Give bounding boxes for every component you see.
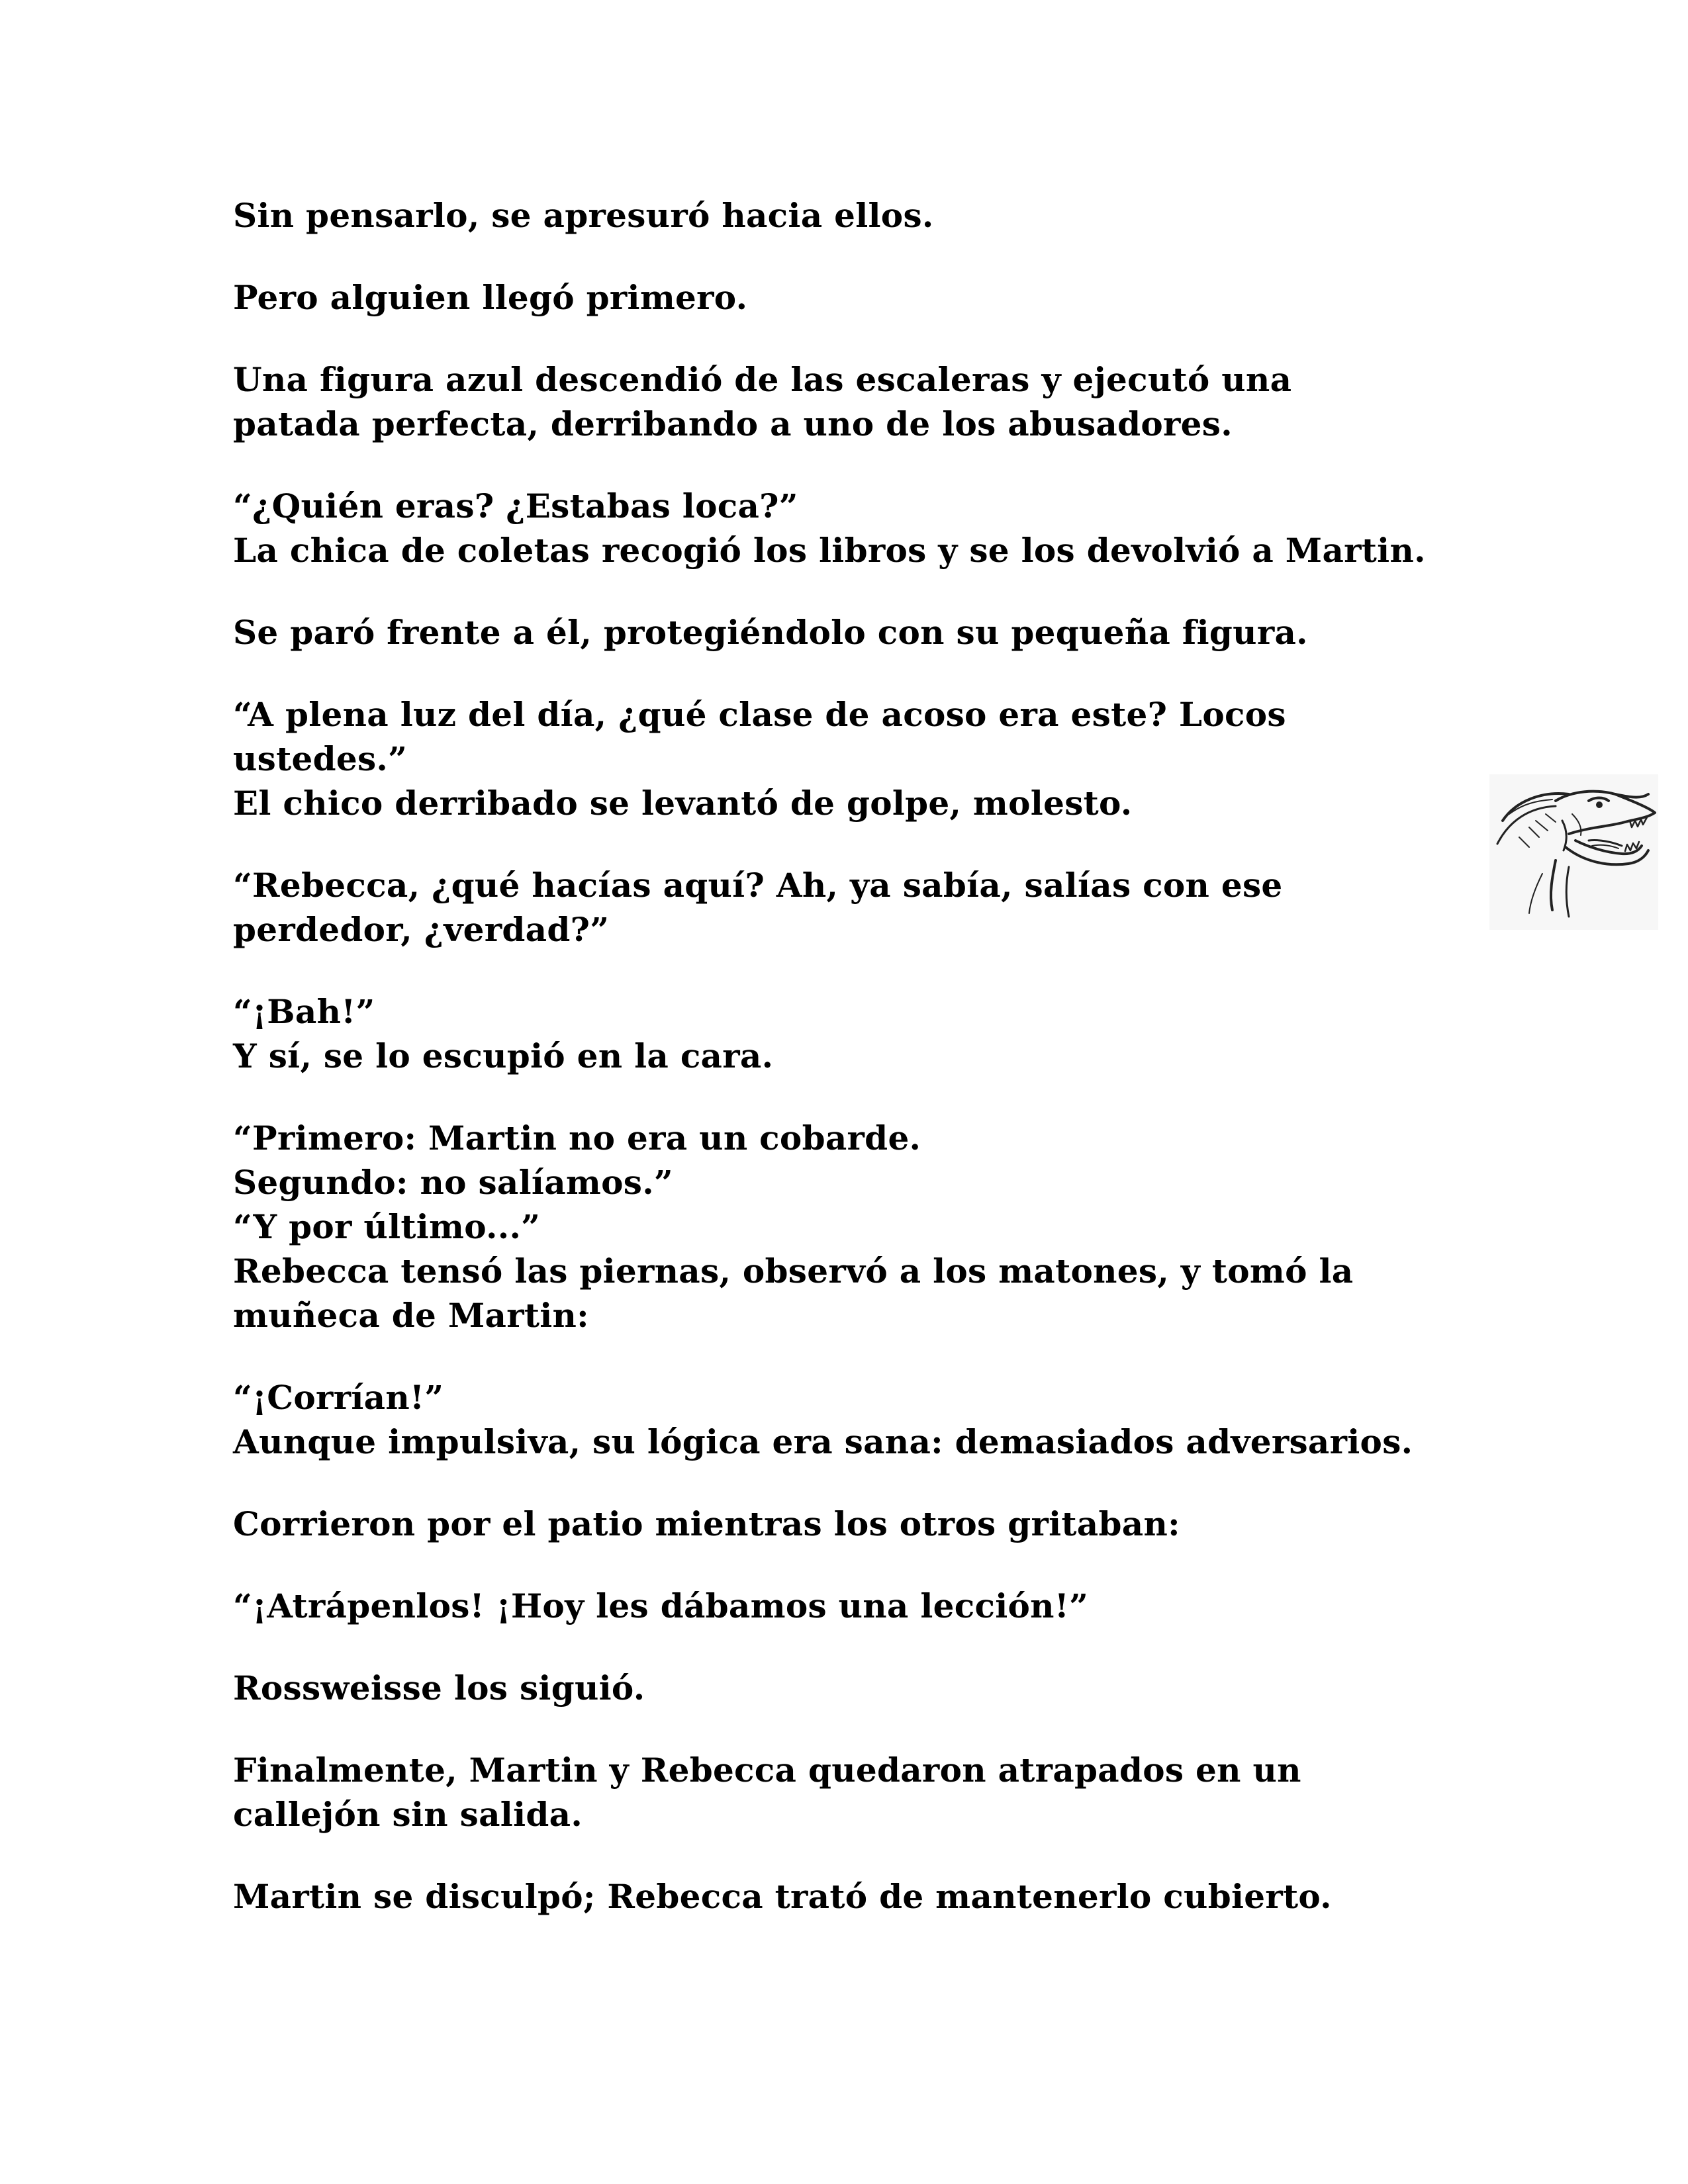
text-line: Rebecca tensó las piernas, observó a los matones, y tomó la [233,1251,1354,1291]
text-line: callejón sin salida. [233,1795,583,1834]
text-line: Segundo: no salíamos.” [233,1163,673,1202]
text-line: Y sí, se lo escupió en la cara. [233,1036,774,1075]
dinosaur-head-sketch-icon [1489,774,1658,930]
paragraph [233,1666,1491,1710]
paragraph [233,989,1491,1078]
paragraph [233,1116,1491,1338]
text-line: Finalmente, Martin y Rebecca quedaron atrapados en un [233,1751,1301,1790]
text-line: “¡Bah!” [233,992,375,1031]
text-line: perdedor, ¿verdad?” [233,910,610,949]
text-line: “A plena luz del día, ¿qué clase de acoso era este? Locos [233,695,1286,734]
text-line: Una figura azul descendió de las escaleras y ejecutó una [233,360,1292,399]
text-line: Sin pensarlo, se apresuró hacia ellos. [233,196,934,235]
paragraph [233,1375,1491,1464]
paragraph [233,863,1491,952]
text-line: “¿Quién eras? ¿Estabas loca?” [233,486,798,525]
text-line: Rossweisse los siguió. [233,1668,645,1707]
text-line: Martin se disculpó; Rebecca trató de mantenerlo cubierto. [233,1877,1332,1916]
text-line: El chico derribado se levantó de golpe, molesto. [233,784,1133,823]
text-line: Se paró frente a él, protegiéndolo con su pequeña figura. [233,613,1308,652]
paragraph [233,1874,1491,1919]
text-line: “Primero: Martin no era un cobarde. [233,1118,921,1158]
text-line: “¡Atrápenlos! ¡Hoy les dábamos una lección!” [233,1586,1089,1625]
story-text [233,193,1491,1956]
text-line: “¡Corrían!” [233,1378,444,1417]
paragraph [233,1502,1491,1546]
paragraph [233,484,1491,572]
text-line: ustedes.” [233,739,408,778]
text-line: Corrieron por el patio mientras los otros gritaban: [233,1504,1180,1543]
text-line: Pero alguien llegó primero. [233,278,748,317]
text-line: “Rebecca, ¿qué hacías aquí? Ah, ya sabía, salías con ese [233,866,1283,905]
text-line: “Y por último...” [233,1207,541,1246]
paragraph [233,610,1491,655]
paragraph [233,193,1491,238]
paragraph [233,692,1491,825]
text-line: patada perfecta, derribando a uno de los abusadores. [233,404,1233,443]
paragraph [233,357,1491,446]
text-line: muñeca de Martin: [233,1296,589,1335]
text-line: La chica de coletas recogió los libros y se los devolvió a Martin. [233,531,1426,570]
paragraph [233,1748,1491,1837]
paragraph [233,275,1491,320]
paragraph [233,1584,1491,1628]
text-line: Aunque impulsiva, su lógica era sana: demasiados adversarios. [233,1422,1413,1461]
